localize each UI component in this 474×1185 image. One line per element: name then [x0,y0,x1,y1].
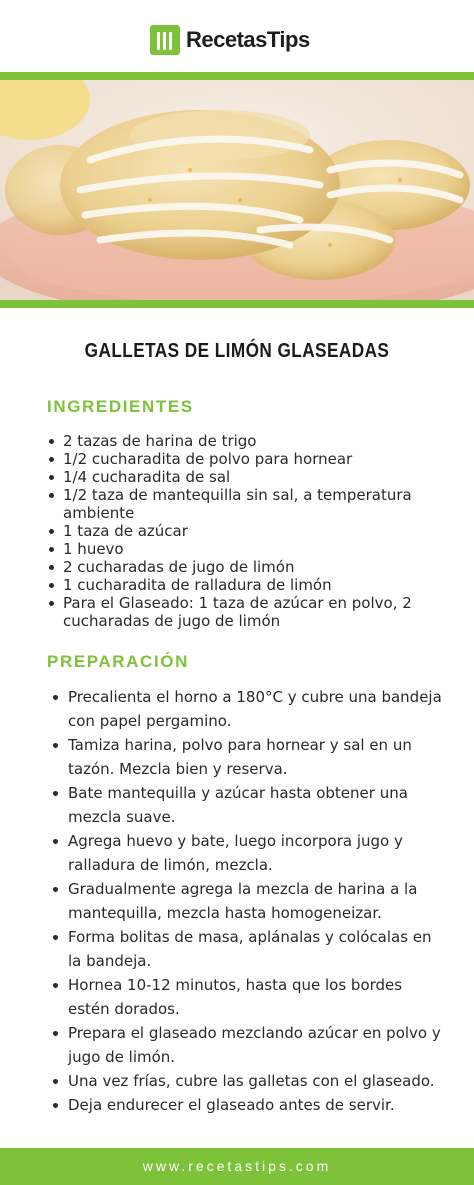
ingredients-list [45,432,445,630]
brand-logo[interactable] [150,24,310,56]
ingredient-item: 2 tazas de harina de trigo [45,432,445,450]
preparation-step: Bate mantequilla y azúcar hasta obtener una mezcla suave. [50,781,445,829]
ingredient-item: 1/2 cucharadita de polvo para hornear [45,450,445,468]
footer [0,1148,474,1185]
preparation-step: Gradualmente agrega la mezcla de harina a la mantequilla, mezcla hasta homogeneizar. [50,877,445,925]
brand-name: RecetasTips [186,27,310,52]
ingredients-heading: INGREDIENTES [47,397,194,416]
recipe-title: GALLETAS DE LIMÓN GLASEADAS [84,340,390,362]
preparation-step: Prepara el glaseado mezclando azúcar en polvo y jugo de limón. [50,1021,445,1069]
ingredient-item: 1 taza de azúcar [45,522,445,540]
ingredient-item: 1/4 cucharadita de sal [45,468,445,486]
preparation-list [50,685,445,1117]
preparation-step: Deja endurecer el glaseado antes de servir. [50,1093,445,1117]
hero-photo [0,80,474,300]
ingredient-item: 1 huevo [45,540,445,558]
preparation-step: Una vez frías, cubre las galletas con el glaseado. [50,1069,445,1093]
ingredient-item: 2 cucharadas de jugo de limón [45,558,445,576]
accent-bar-hero [0,300,474,308]
utensils-icon [150,25,180,55]
preparation-step: Agrega huevo y bate, luego incorpora jugo y ralladura de limón, mezcla. [50,829,445,877]
ingredient-item: Para el Glaseado: 1 taza de azúcar en polvo, 2 cucharadas de jugo de limón [45,594,445,630]
ingredient-item: 1 cucharadita de ralladura de limón [45,576,445,594]
ingredient-item: 1/2 taza de mantequilla sin sal, a temperatura ambiente [45,486,445,522]
accent-bar-top [0,72,474,80]
preparation-step: Precalienta el horno a 180°C y cubre una bandeja con papel pergamino. [50,685,445,733]
preparation-step: Hornea 10-12 minutos, hasta que los bordes estén dorados. [50,973,445,1021]
website-link[interactable]: www.recetastips.com [142,1158,332,1174]
preparation-heading: PREPARACIÓN [47,652,189,671]
preparation-step: Tamiza harina, polvo para hornear y sal en un tazón. Mezcla bien y reserva. [50,733,445,781]
header [0,0,474,72]
preparation-step: Forma bolitas de masa, aplánalas y colócalas en la bandeja. [50,925,445,973]
